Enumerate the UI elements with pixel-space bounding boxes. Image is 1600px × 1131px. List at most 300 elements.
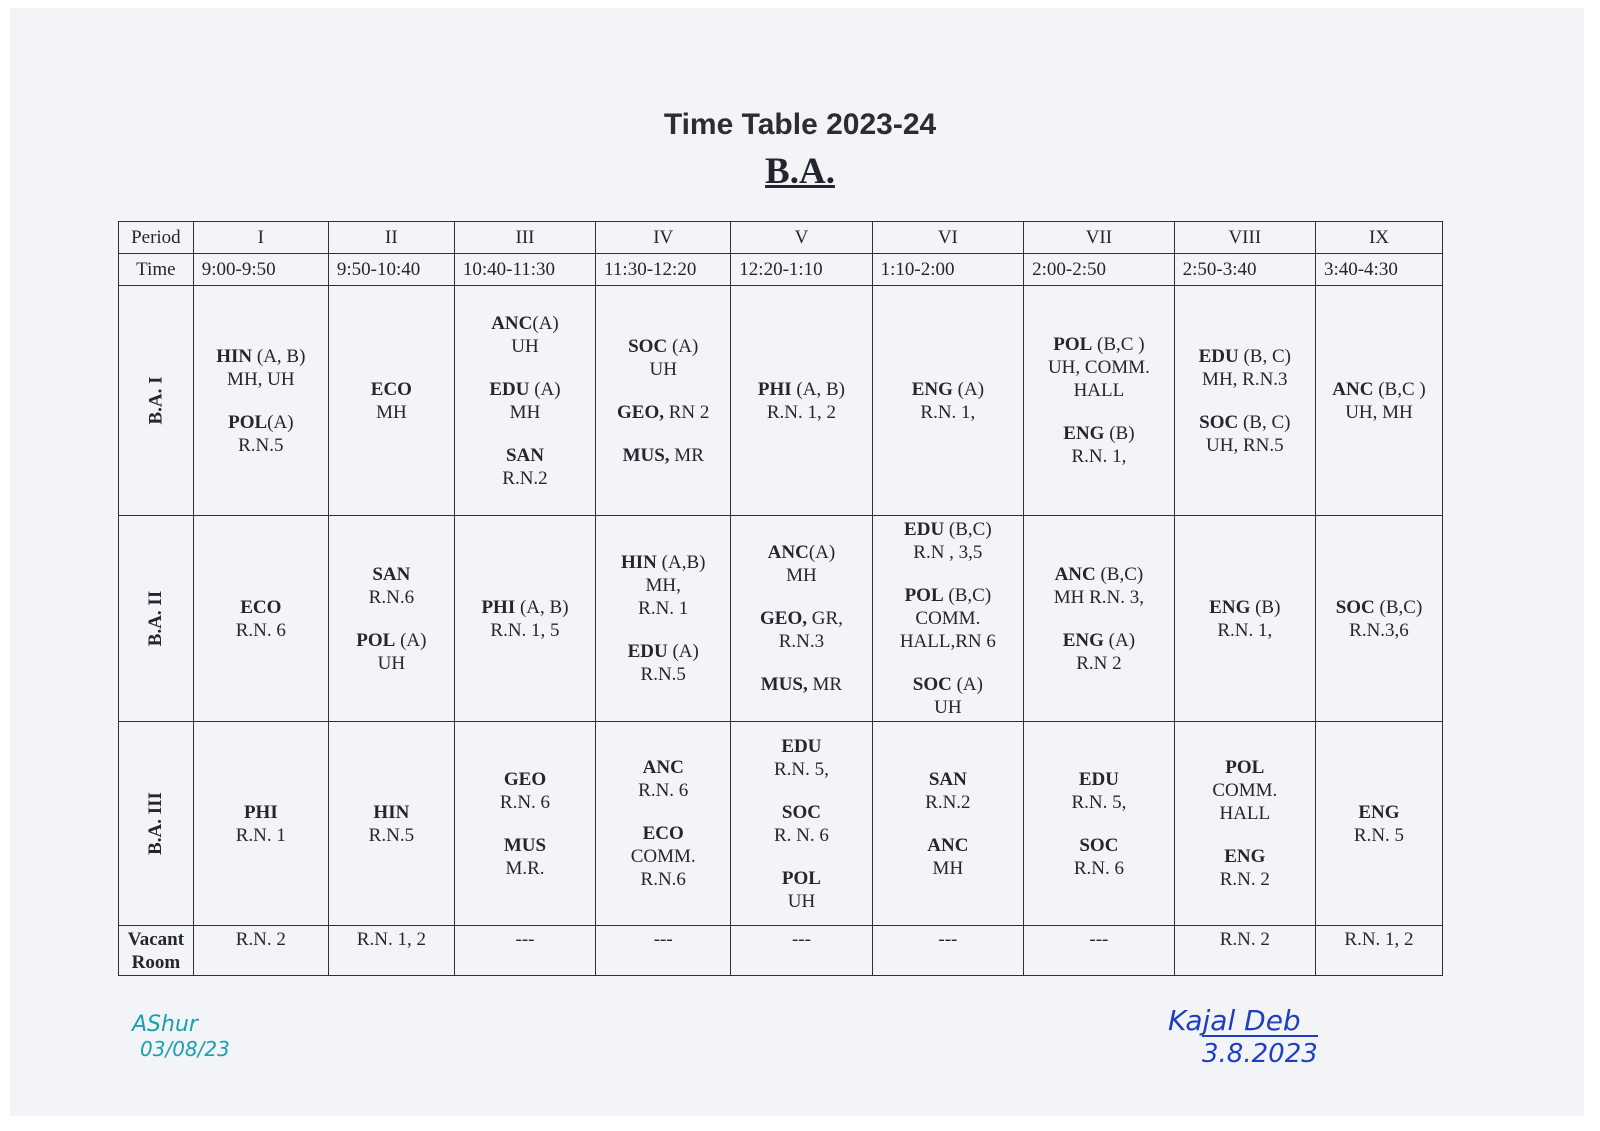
subject-code: MUS	[503, 834, 547, 856]
cell-line	[455, 467, 595, 490]
page-title: Time Table 2023-24	[663, 108, 937, 141]
cell-detail: R.N.3,6	[1349, 619, 1409, 641]
cell-line	[1024, 629, 1174, 652]
schedule-cell	[1174, 722, 1315, 926]
subject-code: PHI	[481, 596, 516, 618]
subject-code: PHI	[757, 378, 792, 400]
cell-detail: (B,C)	[1374, 596, 1423, 618]
vacant-room-label	[119, 926, 194, 976]
cell-line	[455, 857, 595, 880]
line-gap	[455, 424, 595, 444]
cell-detail: MR	[807, 674, 843, 695]
schedule-cell	[193, 286, 328, 516]
cell-detail: (A, B)	[791, 378, 845, 400]
cell-line	[731, 735, 871, 758]
line-gap	[873, 814, 1024, 834]
cell-line	[731, 378, 871, 401]
cell-line	[1316, 801, 1442, 824]
time-slot-5: 12:20-1:10	[731, 254, 872, 286]
line-gap	[455, 358, 595, 378]
subject-code: SOC	[1079, 834, 1119, 856]
cell-line	[873, 584, 1024, 607]
cell-line	[731, 673, 871, 696]
period-7: VII	[1024, 222, 1175, 254]
cell-detail: (B,C )	[1092, 334, 1145, 355]
cell-line	[194, 368, 328, 391]
period-label: Period	[119, 222, 194, 254]
schedule-cell	[731, 286, 872, 516]
period-5: V	[731, 222, 872, 254]
schedule-cell	[328, 286, 454, 516]
cell-line	[1024, 422, 1174, 445]
line-gap	[1024, 609, 1174, 629]
cell-line	[194, 345, 328, 368]
subject-code: ANC	[1332, 378, 1374, 400]
subject-code: GEO	[503, 768, 547, 790]
vacant-label-line: Vacant	[127, 928, 185, 950]
cell-line	[596, 868, 730, 891]
subject-code: EDU	[781, 735, 822, 757]
schedule-cell	[872, 286, 1024, 516]
cell-detail: R.N.5	[368, 824, 415, 846]
line-gap	[1175, 391, 1315, 411]
cell-line	[873, 857, 1024, 880]
cell-detail: R.N.2	[925, 791, 971, 813]
vacant-room-cell: ---	[872, 926, 1024, 976]
cell-line	[455, 335, 595, 358]
cell-line	[1316, 378, 1442, 401]
line-gap	[1024, 814, 1174, 834]
cell-detail: (A)	[267, 411, 294, 433]
cell-detail: MH, UH	[227, 368, 295, 390]
cell-detail: R.N. 1	[638, 598, 689, 619]
cell-detail: MR	[669, 444, 704, 466]
signature-left	[132, 1012, 230, 1061]
cell-line	[1024, 857, 1174, 880]
cell-detail: R.N.5	[238, 434, 284, 456]
cell-line	[873, 791, 1024, 814]
cell-line	[596, 574, 730, 597]
cell-detail: MH	[932, 857, 964, 879]
cell-line	[329, 629, 454, 652]
subject-code: ANC	[491, 312, 533, 334]
line-gap	[1024, 402, 1174, 422]
cell-line	[1024, 333, 1174, 356]
cell-line	[455, 834, 595, 857]
line-gap	[596, 620, 730, 640]
schedule-cell	[193, 516, 328, 722]
cell-detail: MH R.N. 3,	[1053, 586, 1145, 608]
cell-detail: MH, R.N.3	[1202, 368, 1288, 390]
cell-line	[194, 434, 328, 457]
cell-line	[455, 619, 595, 642]
cell-line	[596, 822, 730, 845]
cell-line	[1175, 619, 1315, 642]
subject-code: POL	[228, 411, 268, 433]
period-4: IV	[596, 222, 731, 254]
time-slot-9: 3:40-4:30	[1315, 254, 1442, 286]
subject-code: EDU	[1198, 345, 1239, 367]
subject-code: ECO	[240, 596, 282, 618]
line-gap	[873, 564, 1024, 584]
cell-detail: R.N. 6	[638, 780, 689, 801]
cell-line	[1316, 619, 1442, 642]
cell-line	[1024, 379, 1174, 402]
subject-code: MUS,	[760, 674, 808, 695]
cell-detail: (B)	[1250, 596, 1281, 618]
cell-detail: (A, B)	[515, 596, 569, 618]
cell-detail: R.N. 1, 5	[490, 619, 560, 641]
schedule-cell	[1024, 722, 1175, 926]
subject-code: EDU	[627, 641, 668, 662]
subject-code: ECO	[642, 823, 684, 844]
cell-line	[1024, 563, 1174, 586]
schedule-cell	[454, 286, 595, 516]
cell-detail: (B, C)	[1238, 411, 1291, 433]
cell-detail: HALL	[1219, 803, 1271, 824]
class-label	[119, 286, 194, 516]
cell-detail: UH	[787, 890, 816, 912]
cell-detail: R.N.6	[368, 586, 415, 608]
subject-code: POL	[904, 585, 944, 606]
subject-code: ENG	[1062, 629, 1104, 651]
cell-line	[731, 541, 871, 564]
page-subtitle: B.A.	[765, 151, 835, 192]
period-3: III	[454, 222, 595, 254]
cell-detail: R.N. 5,	[1071, 791, 1127, 813]
subject-code: SOC	[1335, 596, 1375, 618]
cell-detail: R.N. 1,	[920, 401, 976, 423]
cell-detail: (A)	[395, 629, 427, 651]
cell-detail: (B,C)	[943, 585, 992, 606]
cell-line	[596, 597, 730, 620]
cell-line	[1024, 834, 1174, 857]
subject-code: HIN	[216, 345, 253, 367]
schedule-cell	[1315, 516, 1442, 722]
signature-left-date: 03/08/23	[140, 1037, 230, 1061]
cell-detail: R.N. 2	[1219, 869, 1270, 890]
cell-detail: R.N.3	[778, 631, 825, 652]
line-gap	[596, 424, 730, 444]
class-label-text: B.A. III	[145, 792, 167, 855]
cell-detail: (B,C)	[1095, 563, 1144, 585]
cell-line	[731, 758, 871, 781]
cell-detail: RN 2	[664, 401, 710, 423]
cell-line	[194, 801, 328, 824]
cell-line	[731, 607, 871, 630]
subject-code: HIN	[620, 552, 657, 573]
schedule-cell	[731, 722, 872, 926]
subject-code: HIN	[373, 801, 410, 823]
class-label	[119, 516, 194, 722]
schedule-cell	[731, 516, 872, 722]
cell-detail: (A)	[1103, 629, 1136, 651]
cell-line	[1175, 802, 1315, 825]
cell-line	[873, 834, 1024, 857]
cell-detail: R.N. 6	[499, 791, 551, 813]
cell-line	[596, 358, 730, 381]
cell-line	[1024, 768, 1174, 791]
cell-detail: R.N.5	[640, 664, 686, 685]
cell-detail: (A)	[529, 378, 561, 400]
line-gap	[455, 814, 595, 834]
cell-detail: R.N. 1,	[1217, 619, 1273, 641]
cell-line	[873, 401, 1024, 424]
cell-line	[1175, 596, 1315, 619]
cell-line	[1024, 445, 1174, 468]
cell-detail: R.N. 1	[235, 824, 286, 846]
cell-line	[873, 630, 1024, 653]
cell-line	[329, 586, 454, 609]
cell-line	[455, 444, 595, 467]
cell-line	[596, 640, 730, 663]
cell-line	[1175, 845, 1315, 868]
cell-detail: R.N. 5,	[773, 758, 829, 780]
subject-code: POL	[356, 629, 396, 651]
cell-line	[1316, 596, 1442, 619]
cell-detail: GR,	[806, 608, 843, 629]
cell-detail: (A)	[808, 542, 836, 563]
cell-detail: MH	[376, 401, 407, 423]
cell-detail: MH,	[645, 575, 681, 596]
subject-code: ENG	[911, 378, 953, 400]
signature-right-date: 3.8.2023	[1202, 1035, 1318, 1069]
cell-line	[873, 378, 1024, 401]
subject-code: SAN	[928, 768, 967, 790]
cell-detail: (A, B)	[252, 345, 306, 367]
period-2: II	[328, 222, 454, 254]
subject-code: ENG	[1358, 801, 1400, 823]
subject-code: GEO,	[760, 608, 807, 629]
schedule-cell	[328, 516, 454, 722]
cell-detail: (B)	[1104, 423, 1135, 444]
cell-line	[1175, 868, 1315, 891]
schedule-cell	[328, 722, 454, 926]
cell-detail: R.N. 6	[1073, 857, 1124, 879]
subject-code: SOC	[912, 674, 952, 695]
line-gap	[329, 609, 454, 629]
cell-detail: (A)	[667, 335, 699, 357]
cell-line	[329, 652, 454, 675]
subject-code: SAN	[505, 444, 544, 466]
period-1: I	[193, 222, 328, 254]
cell-detail: R.N.6	[640, 869, 686, 890]
cell-detail: (A)	[532, 312, 559, 334]
subject-code: POL	[781, 867, 821, 889]
cell-detail: UH, COMM.	[1047, 357, 1150, 378]
cell-line	[1175, 345, 1315, 368]
cell-line	[329, 563, 454, 586]
vacant-room-cell: R.N. 1, 2	[328, 926, 454, 976]
signature-right-name: Kajal Deb	[1168, 1004, 1301, 1037]
cell-detail: COMM.	[1212, 780, 1278, 801]
cell-line	[873, 768, 1024, 791]
cell-line	[194, 411, 328, 434]
cell-line	[596, 401, 730, 424]
cell-detail: UH	[377, 652, 406, 674]
line-gap	[596, 802, 730, 822]
cell-line	[731, 824, 871, 847]
class-row	[119, 722, 1443, 926]
cell-line	[596, 551, 730, 574]
subject-code: ENG	[1209, 596, 1251, 618]
signature-left-name: AShur	[132, 1012, 198, 1037]
signature-right	[1168, 1004, 1318, 1069]
cell-detail: UH	[934, 697, 962, 718]
schedule-cell	[454, 722, 595, 926]
subject-code: SOC	[781, 801, 821, 823]
cell-line	[873, 696, 1024, 719]
subject-code: POL	[1053, 334, 1093, 355]
schedule-cell	[193, 722, 328, 926]
line-gap	[731, 847, 871, 867]
line-gap	[731, 653, 871, 673]
subject-code: GEO,	[617, 401, 664, 423]
cell-line	[731, 401, 871, 424]
schedule-cell	[596, 286, 731, 516]
cell-line	[1175, 434, 1315, 457]
cell-line	[1024, 356, 1174, 379]
subject-code: EDU	[1078, 768, 1119, 790]
cell-detail: (A)	[951, 674, 983, 695]
cell-detail: MH	[786, 565, 817, 586]
cell-detail: M.R.	[505, 857, 545, 879]
cell-line	[596, 756, 730, 779]
cell-detail: UH, MH	[1345, 401, 1413, 423]
line-gap	[596, 381, 730, 401]
cell-detail: (B,C)	[944, 519, 992, 540]
vacant-room-cell: ---	[731, 926, 872, 976]
cell-line	[596, 779, 730, 802]
line-gap	[194, 391, 328, 411]
time-slot-4: 11:30-12:20	[596, 254, 731, 286]
cell-line	[329, 801, 454, 824]
cell-line	[1024, 652, 1174, 675]
schedule-cell	[1315, 722, 1442, 926]
vacant-room-cell: R.N. 1, 2	[1315, 926, 1442, 976]
cell-detail: (B, C)	[1238, 345, 1291, 367]
cell-line	[731, 867, 871, 890]
cell-line	[873, 518, 1024, 541]
vacant-room-cell: ---	[454, 926, 595, 976]
cell-detail: (B,C )	[1373, 378, 1426, 400]
subject-code: SOC	[628, 335, 668, 357]
cell-line	[329, 824, 454, 847]
time-slot-6: 1:10-2:00	[872, 254, 1024, 286]
cell-detail: UH	[649, 358, 677, 380]
schedule-cell	[872, 516, 1024, 722]
schedule-cell	[1174, 516, 1315, 722]
subject-code: ANC	[1054, 563, 1096, 585]
cell-detail: (A,B)	[656, 552, 706, 573]
period-6: VI	[872, 222, 1024, 254]
cell-line	[455, 768, 595, 791]
schedule-cell	[1024, 286, 1175, 516]
cell-detail: UH	[511, 335, 539, 357]
cell-detail: COMM.	[630, 846, 696, 867]
schedule-cell	[1315, 286, 1442, 516]
cell-line	[596, 663, 730, 686]
schedule-cell	[1174, 286, 1315, 516]
cell-line	[596, 444, 730, 467]
cell-detail: R.N.2	[502, 467, 548, 489]
time-slot-3: 10:40-11:30	[454, 254, 595, 286]
cell-line	[194, 824, 328, 847]
line-gap	[731, 781, 871, 801]
cell-detail: COMM.	[915, 608, 981, 629]
cell-line	[1175, 756, 1315, 779]
time-slot-2: 9:50-10:40	[328, 254, 454, 286]
subject-code: POL	[1225, 757, 1265, 778]
schedule-cell	[1024, 516, 1175, 722]
time-slot-8: 2:50-3:40	[1174, 254, 1315, 286]
schedule-cell	[596, 722, 731, 926]
cell-detail: HALL	[1073, 380, 1125, 401]
subject-code: ECO	[370, 378, 412, 400]
cell-detail: R.N , 3,5	[913, 542, 983, 563]
line-gap	[873, 653, 1024, 673]
cell-line	[1316, 401, 1442, 424]
cell-line	[596, 845, 730, 868]
schedule-cell	[872, 722, 1024, 926]
cell-detail: MH	[509, 401, 541, 423]
subject-code: ANC	[927, 834, 969, 856]
period-8: VIII	[1174, 222, 1315, 254]
cell-detail: R.N. 1, 2	[766, 401, 837, 423]
period-header-row	[119, 222, 1443, 254]
time-label: Time	[119, 254, 194, 286]
line-gap	[731, 587, 871, 607]
cell-line	[455, 312, 595, 335]
vacant-room-row	[119, 926, 1443, 976]
cell-detail: R.N. 5	[1353, 824, 1405, 846]
subject-code: SAN	[372, 563, 411, 585]
cell-line	[1175, 368, 1315, 391]
cell-detail: R.N 2	[1076, 652, 1122, 674]
subject-code: ANC	[767, 542, 809, 563]
cell-line	[731, 564, 871, 587]
subject-code: MUS,	[622, 444, 670, 466]
subject-code: ANC	[642, 757, 684, 778]
class-label-text: B.A. II	[145, 590, 167, 647]
cell-line	[1175, 411, 1315, 434]
vacant-room-cell: ---	[1024, 926, 1175, 976]
subject-code: ENG	[1063, 423, 1105, 444]
vacant-room-cell: R.N. 2	[1174, 926, 1315, 976]
subject-code: EDU	[904, 519, 945, 540]
cell-line	[731, 801, 871, 824]
line-gap	[1175, 825, 1315, 845]
schedule-cell	[596, 516, 731, 722]
subject-code: EDU	[489, 378, 530, 400]
class-label-text: B.A. I	[145, 376, 167, 425]
cell-line	[329, 378, 454, 401]
vacant-room-cell: ---	[596, 926, 731, 976]
vacant-room-cell: R.N. 2	[193, 926, 328, 976]
cell-line	[731, 890, 871, 913]
cell-detail: UH, RN.5	[1206, 434, 1284, 456]
cell-line	[1316, 824, 1442, 847]
cell-line	[1024, 791, 1174, 814]
subject-code: SOC	[1199, 411, 1239, 433]
subject-code: PHI	[243, 801, 278, 823]
cell-line	[194, 596, 328, 619]
class-label	[119, 722, 194, 926]
subject-code: ENG	[1224, 846, 1266, 867]
cell-detail: (A)	[952, 378, 985, 400]
time-header-row	[119, 254, 1443, 286]
cell-line	[455, 596, 595, 619]
